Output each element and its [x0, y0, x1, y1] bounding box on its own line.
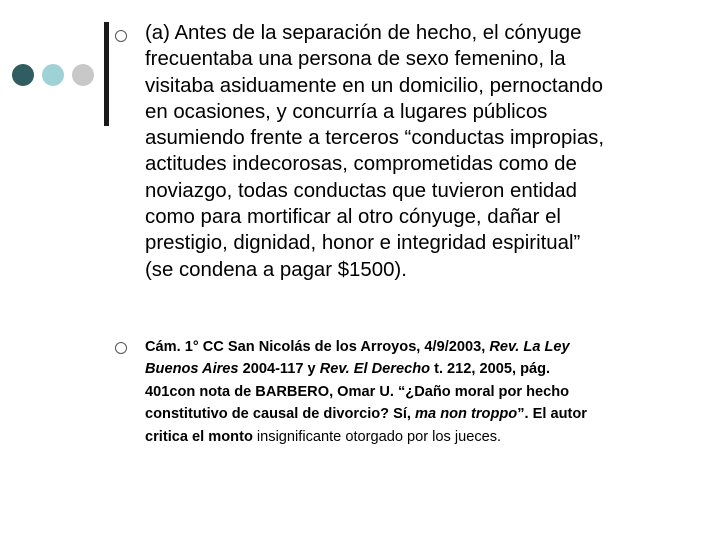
text-line: actitudes indecorosas, comprometidas como de [145, 153, 577, 176]
gray-dot-icon [72, 64, 94, 86]
citation-text: critica el monto [145, 428, 253, 445]
light-blue-dot-icon [42, 64, 64, 86]
text-line: frecuentaba una persona de sexo femenino, la [145, 48, 566, 71]
citation-text: insignificante otorgado por los jueces. [252, 428, 502, 445]
bullet-circle-icon [115, 342, 127, 354]
citation-text: t. 212, 2005, pág. [430, 361, 551, 378]
citation-line [145, 403, 705, 425]
journal-title: Buenos Aires [145, 361, 239, 378]
text-line: en ocasiones, y concurría a lugares públicos [145, 100, 548, 123]
journal-title: Rev. El Derecho [319, 361, 431, 378]
text-line: asumiendo frente a terceros “conductas impropias, [145, 127, 605, 150]
bullet-text-1 [145, 20, 705, 283]
teal-dot-icon [12, 64, 34, 86]
text-line: visitaba asiduamente en un domicilio, pernoctando [145, 74, 603, 97]
citation-text: Cám. 1° CC San Nicolás de los Arroyos, 4/9/2003, [145, 339, 490, 355]
text-line: (se condena a pagar $1500). [145, 258, 407, 281]
citation-text: 2004-117 y [238, 361, 320, 378]
citation-line [145, 426, 705, 448]
citation-line [145, 336, 705, 358]
vertical-divider [104, 22, 109, 126]
citation-line [145, 358, 705, 380]
bullet-circle-icon [115, 30, 127, 42]
citation-text: ”. El autor [517, 406, 587, 423]
italic-phrase: ma non troppo [415, 406, 518, 423]
bullet-text-2-citation [145, 336, 705, 448]
text-line: (a) Antes de la separación de hecho, el cónyuge [145, 22, 582, 44]
text-line: noviazgo, todas conductas que tuvieron entidad [145, 179, 577, 202]
citation-line: 401con nota de BARBERO, Omar U. “¿Daño moral por hecho [145, 383, 570, 400]
citation-text: constitutivo de causal de divorcio? Sí, [145, 406, 416, 423]
decorative-dots [12, 64, 96, 86]
text-line: como para mortificar al otro cónyuge, dañar el [145, 206, 561, 229]
journal-title: Rev. La Ley [489, 339, 570, 355]
text-line: prestigio, dignidad, honor e integridad espiritual” [145, 232, 581, 255]
